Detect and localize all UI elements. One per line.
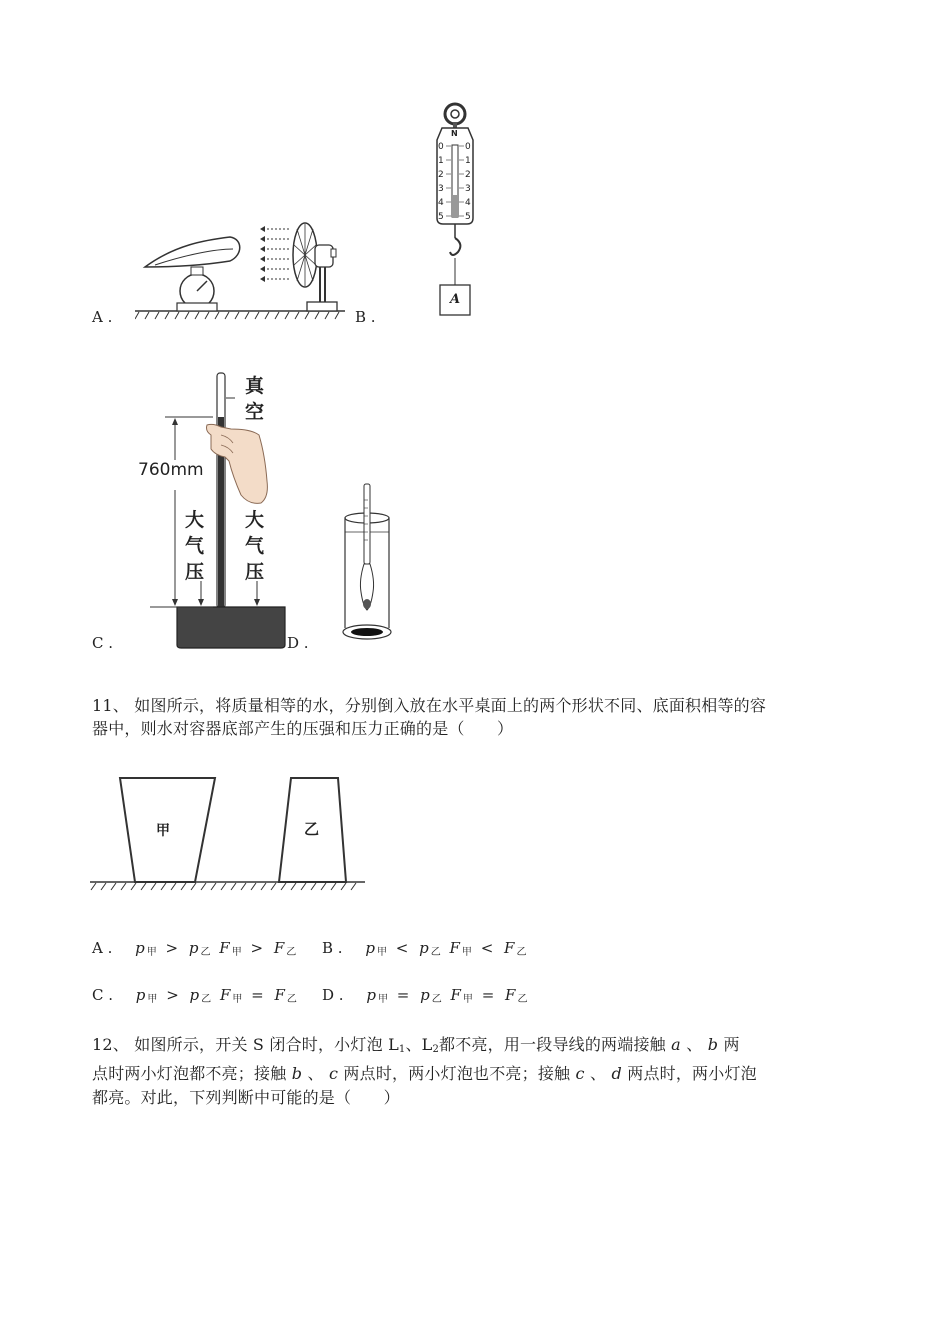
container-jia-label: 甲 — [156, 823, 170, 839]
q11-line-2: 器中，则水对容器底部产生的压强和压力正确的是（ ） — [92, 719, 514, 738]
container-yi-label: 乙 — [304, 820, 320, 838]
q11-text — [92, 694, 872, 740]
scale-right-marks: 0 1 2 3 4 5 — [465, 142, 471, 222]
block-label: A — [450, 292, 461, 307]
figure-d-densimeter — [335, 480, 400, 645]
scale-left-marks: 0 1 2 3 4 5 — [438, 142, 444, 222]
figure-b-spring-scale — [420, 100, 490, 322]
figure-a-wing-fan — [135, 215, 350, 325]
atm-pressure-right: 大 气 压 — [245, 509, 265, 583]
option-b-label: B . — [355, 308, 376, 326]
figure-c-torricelli — [135, 365, 295, 650]
q12-text — [92, 1033, 872, 1110]
vacuum-label-2: 空 — [245, 401, 265, 423]
atm-pressure-left: 大 气 压 — [185, 509, 205, 583]
scale-unit: N — [451, 129, 458, 138]
q11-option-b[interactable]: B . p $_甲$ < p $_乙$ F $_甲$ < F $_乙$ — [322, 939, 527, 958]
height-label: 760mm — [138, 460, 204, 480]
option-a-label: A . — [92, 308, 113, 326]
vacuum-label-1: 真 — [245, 375, 265, 397]
option-c-label: C . — [92, 634, 114, 652]
q12-line-2: 点时两小灯泡都不亮；接触 b 、 c 两点时，两小灯泡也不亮；接触 c 、 d 两点时，两小灯泡 — [92, 1064, 757, 1083]
q12-line-1: 12、 如图所示，开关 S 闭合时，小灯泡 L1、L2都不亮，用一段导线的两端接触 a 、 b 两 — [92, 1035, 740, 1055]
q11-option-d[interactable]: D . p $_甲$ = p $_乙$ F $_甲$ = F $_乙$ — [322, 986, 528, 1005]
q12-line-3: 都亮。对此，下列判断中可能的是（ ） — [92, 1088, 400, 1107]
q11-option-a[interactable]: A . p $_甲$ > p $_乙$ F $_甲$ > F $_乙$ — [92, 939, 297, 958]
q11-line-1: 11、 如图所示，将质量相等的水，分别倒入放在水平桌面上的两个形状不同、底面积相等的容 — [92, 696, 767, 715]
q11-figure-containers — [90, 770, 370, 895]
q11-option-c[interactable]: C . p $_甲$ > p $_乙$ F $_甲$ = F $_乙$ — [92, 986, 297, 1005]
option-d-label: D . — [287, 634, 309, 652]
